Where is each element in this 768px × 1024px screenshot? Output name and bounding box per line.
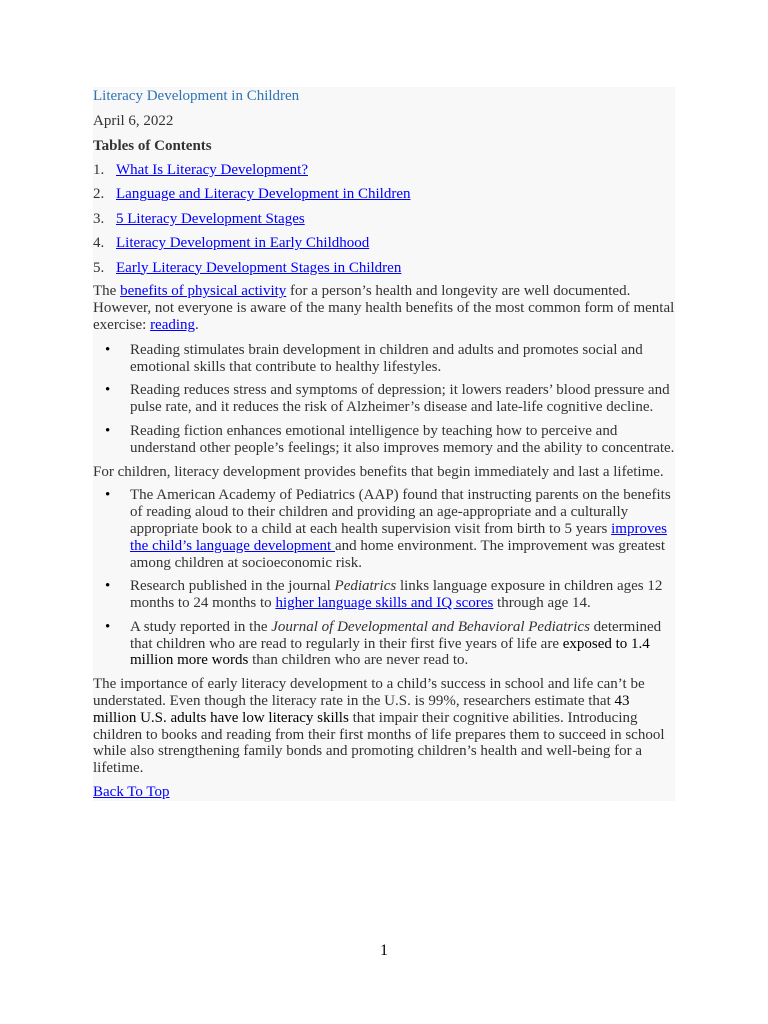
list-item-text: and home environment. The improvement was greatest among children at socioeconomic risk. [130,537,665,571]
list-item [93,487,675,571]
toc-link-stages[interactable]: 5 Literacy Development Stages [116,210,305,227]
link-language-development[interactable]: improves the child’s language development [130,520,667,554]
list-item-text: through age 14. [493,595,591,612]
list-item [93,578,675,612]
toc-link-language-literacy[interactable]: Language and Literacy Development in Children [116,186,411,203]
toc-item [93,211,675,228]
list-item [93,423,675,457]
toc-item [93,260,675,277]
table-of-contents [93,162,675,276]
intro-paragraph [93,283,675,333]
list-item [93,382,675,416]
closing-text: The importance of early literacy development to a child’s success in school and life can’t be understated. Even though the literacy rate in the U.S. is 99%, researchers estimate that [93,676,645,710]
list-item-text: links language exposure in children ages 12 months to 24 months to [130,578,663,612]
list-item-text: Reading fiction enhances emotional intelligence by teaching how to perceive and understand other people’s feelings; it also improves memory and the ability to concentrate. [130,422,675,456]
list-item [93,619,675,669]
bullet: • [105,487,111,504]
journal-name: Journal of Developmental and Behavioral Pediatrics [271,618,590,635]
bullet: • [105,341,111,358]
closing-text: that impair their cognitive abilities. Introducing children to books and reading from their first months of life prepares them to succeed in school while also strengthening family bonds and promoting children’s health and well-being for a lifetime. [93,709,665,777]
toc-item [93,186,675,203]
article-date: April 6, 2022 [93,112,174,129]
reading-benefits-list [93,342,675,457]
list-item-text: The American Academy of Pediatrics (AAP) found that instructing parents on the benefits of reading aloud to their children and providing an age-appropriate and a culturally appropriate book to a child at each health supervision visit from birth to 5 years [130,487,671,537]
intro-text: for a person’s health and longevity are well documented. However, not everyone is aware of the many health benefits of the most common form of mental exercise: [93,283,675,333]
bullet: • [105,578,111,595]
highlighted-text: 43 million U.S. adults have low literacy skills [93,693,630,726]
closing-paragraph [93,676,675,777]
toc-link-early-childhood[interactable]: Literacy Development in Early Childhood [116,235,370,252]
journal-name: Pediatrics [334,578,397,595]
toc-number: 3. [93,210,105,227]
link-reading[interactable]: reading [150,316,196,333]
list-item-text: A study reported in the [130,618,272,635]
toc-heading: Tables of Contents [93,137,212,154]
toc-number: 4. [93,235,105,252]
list-item-text: determined that children who are read to regularly in their first five years of life are [130,618,662,652]
toc-item [93,235,675,252]
article-body [93,87,675,801]
page-number: 1 [380,942,388,959]
bullet: • [105,618,111,635]
back-to-top-row [93,784,675,801]
list-item-text: Research published in the journal [130,578,335,595]
intro-text: . [195,316,199,333]
bullet: • [105,382,111,399]
list-item-text: than children who are never read to. [248,652,469,669]
toc-link-what-is-literacy[interactable]: What Is Literacy Development? [116,161,308,178]
list-item-text: Reading reduces stress and symptoms of depression; it lowers readers’ blood pressure and pulse rate, and it reduces the risk of Alzheimer’s disease and late-life cognitive decline. [130,382,670,416]
toc-item [93,162,675,179]
list-item [93,342,675,376]
back-to-top-link[interactable]: Back To Top [93,784,170,801]
link-language-skills-iq[interactable]: higher language skills and IQ scores [275,595,494,612]
toc-number: 5. [93,259,105,276]
article-title: Literacy Development in Children [93,88,300,104]
toc-link-early-stages[interactable]: Early Literacy Development Stages in Children [116,259,402,276]
bullet: • [105,422,111,439]
list-item-text: Reading stimulates brain development in children and adults and promotes social and emotional skills that contribute to healthy lifestyles. [130,341,643,375]
toc-number: 2. [93,186,105,203]
intro-text: The [93,283,121,300]
children-paragraph: For children, literacy development provides benefits that begin immediately and last a lifetime. [93,463,664,480]
highlighted-text: exposed to 1.4 million more words [130,635,650,669]
toc-number: 1. [93,161,105,178]
link-benefits-physical-activity[interactable]: benefits of physical activity [120,283,287,300]
children-benefits-list [93,487,675,669]
